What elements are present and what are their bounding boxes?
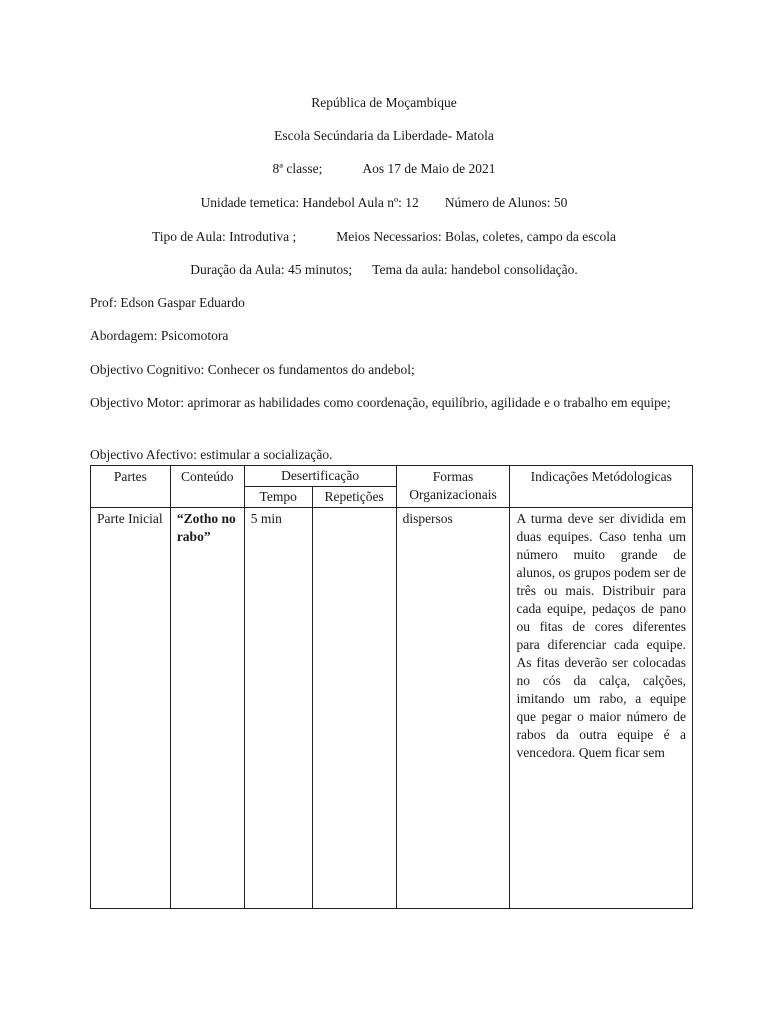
cell-content: “Zotho no rabo” [170,508,244,909]
theme-label: Tema da aula: handebol consolidação. [372,262,578,277]
means-label: Meios Necessarios: Bolas, coletes, campo da escola [336,229,616,244]
table-row [91,508,693,909]
lesson-type-label: Tipo de Aula: Introdutiva ; [152,229,297,244]
header-dosage: Desertificação [244,466,396,487]
unit-line [0,195,768,211]
header-reps: Repetições [312,487,396,508]
cell-part: Parte Inicial [91,508,171,909]
cell-forms: dispersos [396,508,510,909]
header-content: Conteúdo [170,466,244,508]
duration-theme-line [0,262,768,278]
header-parts: Partes [91,466,171,508]
table-header-row [91,466,693,487]
type-means-line [0,229,768,245]
teacher-line: Prof: Edson Gaspar Eduardo [90,295,245,310]
school-name: Escola Secúndaria da Liberdade- Matola [274,128,494,143]
lesson-plan-table [90,465,693,909]
date-label: Aos 17 de Maio de 2021 [362,161,496,176]
approach-line: Abordagem: Psicomotora [90,328,229,343]
country-title: República de Moçambique [311,95,457,110]
class-label: 8ª classe; [272,161,323,176]
header-time: Tempo [244,487,312,508]
affective-objective: Objectivo Afectivo: estimular a socialização. [90,447,333,462]
duration-label: Duração da Aula: 45 minutos; [190,262,353,277]
cell-reps [312,508,396,909]
unit-label: Unidade temetica: Handebol Aula nº: 12 [200,195,419,210]
class-date-line [0,161,768,177]
header-indications: Indicações Metódologicas [510,466,693,508]
motor-objective: Objectivo Motor: aprimorar as habilidades como coordenação, equilíbrio, agilidade e o trabalho em equipe; [90,395,671,410]
header-forms: Formas Organizacionais [396,466,510,508]
students-label: Número de Alunos: 50 [444,195,568,210]
cognitive-objective: Objectivo Cognitivo: Conhecer os fundamentos do andebol; [90,362,415,377]
cell-time: 5 min [244,508,312,909]
cell-indications: A turma deve ser dividida em duas equipes. Caso tenha um número muito grande de alunos, os grupos podem ser de três ou mais. Distribuir para cada equipe, pedaços de pano ou fitas de cores diferentes para diferenciar cada equipe. As fitas deverão ser colocadas no cós da calça, calções, imitando um rabo, a equipe que pegar o maior número de rabos da outra equipe é a vencedora. Quem ficar sem [510,508,693,909]
